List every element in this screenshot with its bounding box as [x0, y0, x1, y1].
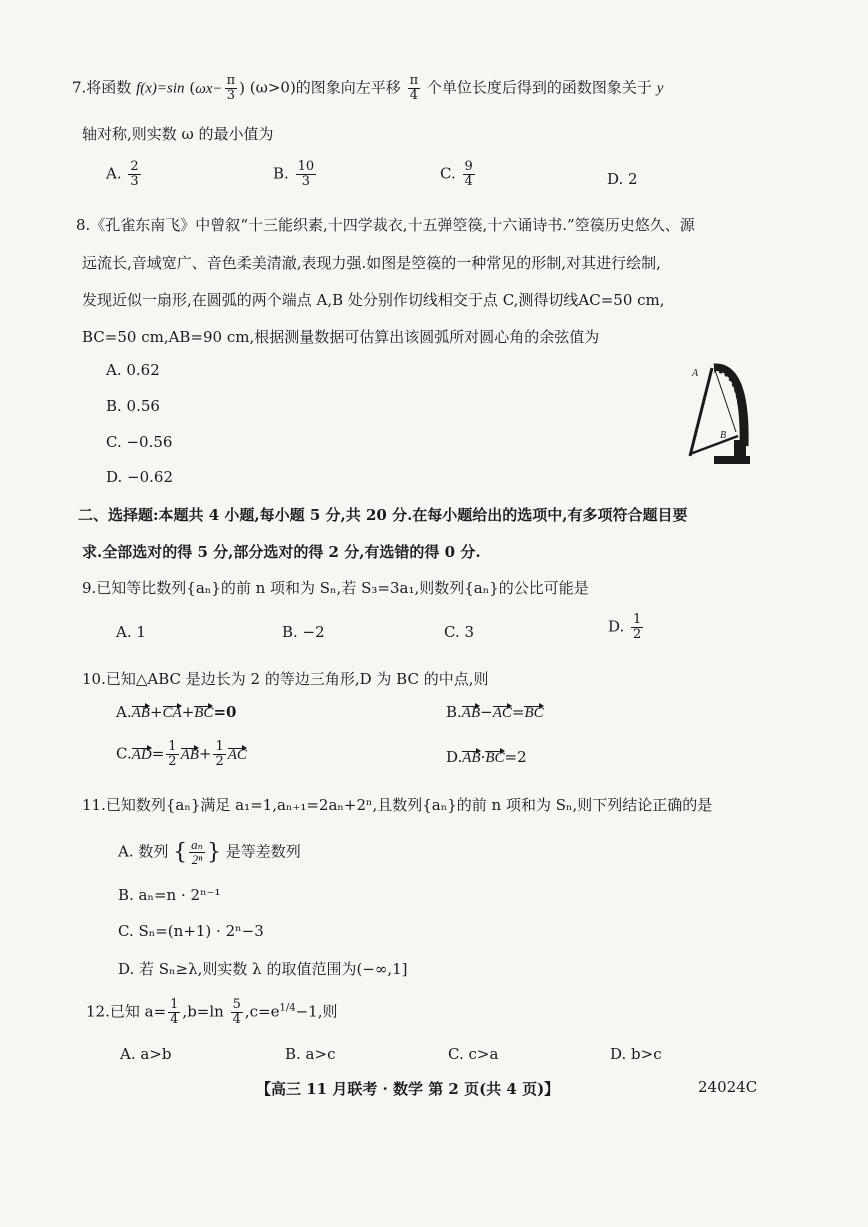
q7-option-c[interactable]: C. $\frac{9}{4}$: [440, 159, 473, 189]
q9-option-c[interactable]: C. 3: [444, 623, 475, 641]
q7-y: y: [656, 80, 664, 97]
q7-option-a[interactable]: A. $\frac{2}{3}$: [106, 159, 139, 189]
q7-pi-frac: $\frac{\pi}{3}$: [226, 73, 236, 103]
q8-option-a[interactable]: A. 0.62: [106, 361, 160, 379]
q7-stem-line1: [72, 74, 663, 103]
q8-stem-line2: 远流长,音域宽广、音色柔美清澈,表现力强.如图是箜篌的一种常见的形制,对其进行绘制,: [82, 254, 661, 272]
q10-option-b[interactable]: B.AB−AC=BC: [446, 703, 544, 721]
q7-stem-line2: 轴对称,则实数 ω 的最小值为: [82, 125, 274, 143]
q11-option-d[interactable]: D. 若 Sₙ≥λ,则实数 λ 的取值范围为(−∞,1]: [118, 960, 408, 978]
harp-brace: [690, 436, 738, 454]
q10-stem: 10.已知△ABC 是边长为 2 的等边三角形,D 为 BC 的中点,则: [82, 670, 489, 688]
q8-stem-line1: 8.《孔雀东南飞》中曾叙“十三能织素,十四学裁衣,十五弹箜篌,十六诵诗书.”箜篌历史悠久、源: [76, 216, 695, 234]
q9-stem: 9.已知等比数列{aₙ}的前 n 项和为 Sₙ,若 S₃=3a₁,则数列{aₙ}的公比可能是: [82, 579, 589, 597]
q7-option-d[interactable]: D. 2: [607, 170, 638, 188]
q9-option-b[interactable]: B. −2: [282, 623, 325, 641]
section2-line1: 二、选择题:本题共 4 小题,每小题 5 分,共 20 分.在每小题给出的选项中,有多项符合题目要: [78, 506, 688, 524]
q9-option-d[interactable]: D. $\frac{1}{2}$: [608, 612, 642, 642]
q12-stem: 12.已知 a= $\frac{1}{4}$ ,b=ln $\frac{5}{4}$ $,c=e^{1/4}-1$,则: [86, 997, 338, 1027]
q7-text-b: 个单位长度后得到的函数图象关于: [426, 78, 652, 97]
q8-stem-line4: BC=50 cm,AB=90 cm,根据测量数据可估算出该圆弧所对圆心角的余弦值为: [82, 328, 600, 346]
harp-label-b: B: [720, 430, 727, 441]
konghou-harp-figure: [684, 356, 764, 476]
q10-option-a[interactable]: A.AB+CA+BC=0: [116, 703, 237, 721]
q12-option-b[interactable]: B. a>c: [285, 1045, 336, 1063]
q7-paren: (ωx− $\frac{\pi}{3}$ ): [189, 73, 245, 103]
q9-option-a[interactable]: A. 1: [116, 623, 146, 641]
q10-option-c[interactable]: C.AD= $\frac{1}{2}$ AB+ $\frac{1}{2}$ AC: [116, 739, 247, 769]
exam-code: 24024C: [698, 1078, 758, 1096]
q8-stem-line3: 发现近似一扇形,在圆弧的两个端点 A,B 处分别作切线相交于点 C,测得切线AC=50 cm,: [82, 291, 665, 309]
q8-option-b[interactable]: B. 0.56: [106, 397, 160, 415]
page-footer: 【高三 11 月联考 · 数学 第 2 页(共 4 页)】: [256, 1080, 560, 1098]
q11-option-b[interactable]: B. aₙ=n · 2ⁿ⁻¹: [118, 886, 221, 904]
q7-arg: ωx−: [195, 80, 223, 97]
q7-condition: (ω>0)的图象向左平移: [249, 78, 401, 97]
q11-stem: 11.已知数列{aₙ}满足 a₁=1,aₙ₊₁=2aₙ+2ⁿ,且数列{aₙ}的前 n 项和为 Sₙ,则下列结论正确的是: [82, 796, 713, 814]
q12-option-c[interactable]: C. c>a: [448, 1045, 499, 1063]
q7-function: f(x)=sin: [136, 80, 185, 97]
harp-label-a: A: [692, 368, 699, 379]
harp-left-pole: [690, 368, 712, 456]
q11-option-c[interactable]: C. Sₙ=(n+1) · 2ⁿ−3: [118, 922, 264, 940]
q12-option-a[interactable]: A. a>b: [120, 1045, 172, 1063]
q8-option-d[interactable]: D. −0.62: [106, 468, 173, 486]
q7-option-b[interactable]: B. $\frac{10}{3}$: [273, 159, 315, 189]
q7-text: 7.将函数: [72, 78, 132, 97]
q7-shift-frac: $\frac{\pi}{4}$: [409, 73, 419, 103]
q8-option-c[interactable]: C. −0.56: [106, 433, 173, 451]
section2-line2: 求.全部选对的得 5 分,部分选对的得 2 分,有选错的得 0 分.: [82, 543, 481, 561]
q12-option-d[interactable]: D. b>c: [610, 1045, 662, 1063]
q10-option-d[interactable]: D.AB·BC=2: [446, 748, 527, 766]
q11-option-a[interactable]: A. 数列 { $\frac{\text{aₙ}}{\text{2ⁿ}}$ } 是等差数列: [118, 837, 301, 867]
